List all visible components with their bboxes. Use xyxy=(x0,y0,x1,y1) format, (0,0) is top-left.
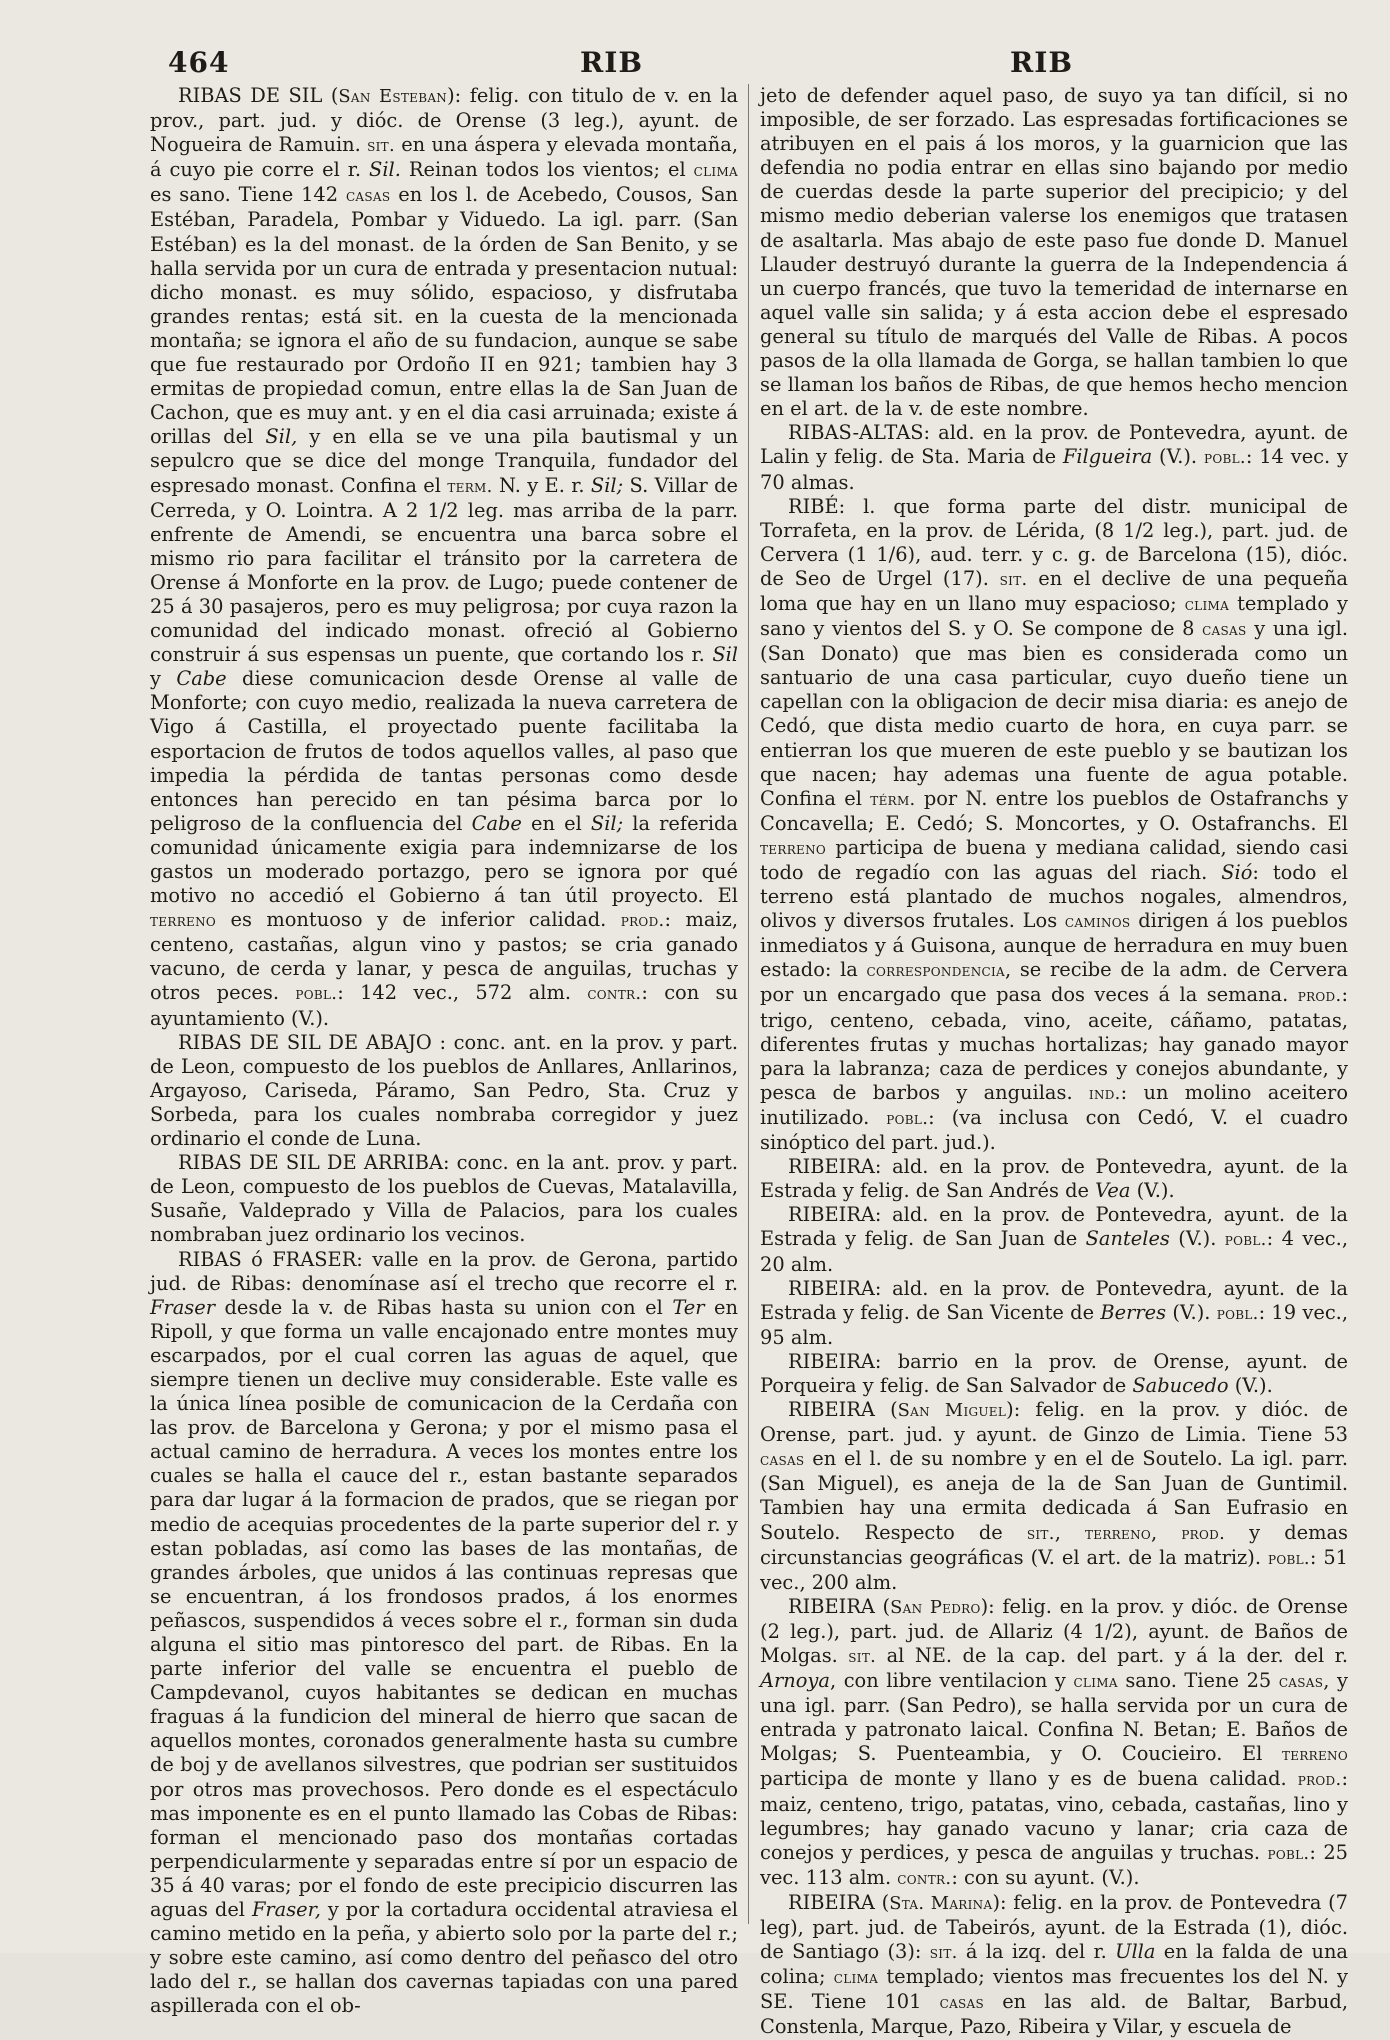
entry-text: jeto de defender aquel paso, de suyo ya tan difícil, si no imposible, de ser forzado. Las espresadas fortificaciones se atribuyen en el pais á los moros, y la guarnicion que las defendia no podia entrar en ellas sino bajando por medio de cuerdas desde la parte superior del precipicio; y del mismo medio deberian valerse los enemigos que tratasen de asaltarla. Mas abajo de este paso fue donde D. Manuel Llauder destruyó durante la guerra de la Independencia á un cuerpo francés, que tuvo la temeridad de internarse en aquel valle sin salida; y á esta accion debe el espresado general su título de marqués del Valle de Ribas. A pocos pasos de la olla llamada de Gorga, se hallan tambien lo que se llaman los baños de Ribas, de que hemos hecho mencion en el art. de la v. de este nombre. xyxy=(760,84,1348,421)
entry-small-caps: contr. xyxy=(897,1867,952,1889)
entry-small-caps: ind. xyxy=(1088,1082,1121,1104)
entry-text: en el l. de su nombre y en el de Soutelo. La igl. parr. (San Miguel), es aneja de la de San Juan de Guntimil. Tambien hay una ermita dedicada á San Eufrasio en Soutelo. Respecto de xyxy=(760,1447,1348,1544)
dictionary-entry xyxy=(760,421,1348,494)
dictionary-entry xyxy=(760,1350,1348,1398)
dictionary-entry xyxy=(150,1151,738,1247)
entry-text: ): felig. en la prov. de Pontevedra (7 leg), part. jud. de Tabeirós, ayunt. de la Estrada (1), dióc. de Santiago (3): xyxy=(760,1890,1348,1964)
entry-text: ): felig. en la prov. y dióc. de Orense (2 leg.), part. jud. de Allariz (4 1/2), ayunt. de Baños de Molgas. xyxy=(760,1594,1348,1667)
entry-small-caps: clima xyxy=(1073,1671,1118,1693)
entry-text: , con libre ventilacion y xyxy=(829,1669,1074,1693)
entry-italic: Sió xyxy=(1221,861,1253,884)
entry-small-caps: pobl. xyxy=(1267,1547,1310,1569)
entry-italic: Sabucedo xyxy=(1132,1373,1229,1397)
entry-italic: Ulla xyxy=(1115,1940,1156,1964)
entry-text: RIBEIRA ( xyxy=(788,1398,898,1422)
entry-small-caps: prod. xyxy=(620,910,665,932)
entry-small-caps: casas xyxy=(760,1449,805,1471)
entry-text: RIBEIRA: ald. en la prov. de Pontevedra, ayunt. de la Estrada y felig. de San Vicente de xyxy=(760,1276,1348,1324)
entry-text: (V.). xyxy=(1152,445,1204,469)
entry-text: diese comunicacion desde Orense al valle de Monforte; con cuyo medio, realizada la nueva carretera de Vigo á Castilla, el proyectado puente facilitaba la esportacion de frutos de todos aquellos valles, al paso que impedia la pérdida de tantas personas como desde entonces han perecido en tan pésima barca por lo peligroso de la confluencia del xyxy=(150,667,739,835)
entry-text: en una áspera y elevada montaña, á cuyo pie corre el r. xyxy=(150,133,738,182)
page-number: 464 xyxy=(168,46,230,79)
entry-italic: Sil xyxy=(712,643,738,667)
entry-text: RIBAS-ALTAS: ald. en la prov. de Pontevedra, ayunt. de Lalin y felig. de Sta. Maria de xyxy=(760,421,1348,469)
running-title-left: RIB xyxy=(580,46,644,79)
entry-small-caps: pobl. xyxy=(1224,1229,1267,1251)
entry-small-caps: terreno xyxy=(1281,1744,1348,1766)
entry-text: en Ripoll, y que forma un valle encajonado entre montes muy escarpados, por el cual corren las aguas de aquel, que siempre tienen un declive muy considerable. Este valle es la única línea posible de comunicacion de la Cerdaña con las prov. de Barcelona y Gerona; y por el mismo pasa el actual camino de herradura. A veces los montes entre los cuales se halla el cauce del r., estan bastante separados para dar lugar á la formacion de prados, que se riegan por medio de acequias procedentes de la parte superior del r. y estan pobladas, así como las bases de las montañas, de grandes árboles, que unidos á las continuas represas que se encuentran, á los frondosos prados, á los enormes peñascos, suspendidos á veces sobre el r., forman sin duda alguna el sitio mas pintoresco del part. de Ribas. En la parte inferior del valle se encuentra el pueblo de Campdevanol, cuyos habitantes se dedican en muchas fraguas á la fundicion del mineral de hierro que sacan de aquellos montes, coronados generalmente hasta su cumbre de boj y de avellanos silvestres, que podrian ser sustituidos por otros mas provechosos. Pero donde es el espectáculo mas imponente es en el punto llamado las Cobas de Ribas: forman el mencionado paso dos montañas cortadas perpendicularmente y separadas entre sí por un espacio de 35 á 40 varas; por el fondo de este precipicio discurren las aguas del xyxy=(150,1295,738,1922)
dictionary-entry xyxy=(760,1398,1348,1595)
page-header xyxy=(150,46,1340,86)
entry-text: : 14 vec. y 70 almas. xyxy=(760,445,1348,494)
entry-small-caps: pobl. xyxy=(1267,1842,1310,1864)
entry-text: , xyxy=(1054,1520,1085,1544)
entry-small-caps: clima xyxy=(693,160,738,182)
entry-text: : maiz, centeno, castañas, algun vino y pastos; se cria ganado vacuno, de cerda y lanar, y pesca de anguilas, truchas y otros peces. xyxy=(150,908,738,1005)
entry-text: RIBAS ó FRASER: valle en la prov. de Gerona, partido jud. de Ribas: denomínase así el trecho que recorre el r. xyxy=(150,1247,738,1295)
entry-text: Reinan todos los vientos; el xyxy=(400,158,694,182)
entry-text: y en ella se ve una pila bautismal y un sepulcro que se dice del monge Tranquila, fundador del espresado monast. Confina el xyxy=(150,425,738,497)
entry-text: , xyxy=(1151,1520,1182,1544)
entry-small-caps: terreno xyxy=(760,837,827,859)
entry-text: en el declive de una pequeña loma que hay en un llano muy espacioso; xyxy=(760,566,1348,615)
entry-text: en los l. de Acebedo, Cousos, San Estéban, Paradela, Pombar y Viduedo. La igl. parr. (San Estéban) es la del monast. de la órden de San Benito, y se halla servida por un cura de entrada y presentacion nutual: dicho monast. es muy sólido, espacioso, y disfrutaba grandes rentas; está sit. en la cuesta de la mencionada montaña; se ignora el año de su fundacion, aunque se sabe que fue restaurado por Ordoño II en 921; tambien hay 3 ermitas de propiedad comun, entre ellas la de San Juan de Cachon, que es muy ant. y en el dia casi arruinada; existe á orillas del xyxy=(150,183,738,449)
entry-text: (V.). xyxy=(1166,1300,1217,1324)
entry-small-caps: prod. xyxy=(1297,985,1342,1007)
dictionary-entry xyxy=(760,495,1348,1156)
running-title-right: RIB xyxy=(1010,46,1074,79)
entry-small-caps: casas xyxy=(1278,1671,1324,1693)
entry-text: al NE. de la cap. del part. y á la der. del r. xyxy=(876,1644,1348,1667)
entry-text: en la falda de una colina; xyxy=(760,1940,1348,1989)
entry-small-caps: caminos xyxy=(1064,911,1131,933)
entry-text: , se recibe de la adm. de Cervera por un encargado que pasa dos veces á la semana. xyxy=(760,958,1348,1007)
entry-text: : 25 vec. 113 alm. xyxy=(760,1840,1349,1889)
entry-italic: Berres xyxy=(1100,1300,1167,1324)
entry-small-caps: casas xyxy=(1202,619,1247,641)
entry-small-caps: clima xyxy=(833,1967,879,1989)
left-column xyxy=(150,84,739,2018)
dictionary-entry xyxy=(760,1891,1348,2040)
entry-text: RIBAS DE SIL DE ABAJO : conc. ant. en la prov. y part. de Leon, compuesto de los pueblos de Anllares, Anllarinos, Argayoso, Cariseda, Páramo, San Pedro, Sta. Cruz y Sorbeda, para los cuales nombraba corregidor y juez ordinario el conde de Luna. xyxy=(150,1030,738,1151)
entry-text: : con su ayuntamiento (V.). xyxy=(150,981,738,1030)
dictionary-entry xyxy=(760,1155,1348,1203)
entry-italic: Cabe xyxy=(176,667,227,691)
entry-small-caps: contr. xyxy=(587,983,642,1005)
entry-text: participa de monte y llano y es de buena calidad. xyxy=(760,1767,1298,1791)
entry-text: RIBEIRA: ald. en la prov. de Pontevedra, ayunt. de la Estrada y felig. de San Juan de xyxy=(760,1203,1348,1251)
entry-text: RIBEIRA ( xyxy=(788,1890,890,1914)
entry-text: RIBEIRA ( xyxy=(788,1594,891,1618)
entry-text: : (va inclusa con Cedó, V. el cuadro sinóptico del part. jud.). xyxy=(760,1105,1348,1155)
entry-italic: Ter xyxy=(672,1295,705,1319)
entry-text: y una igl. (San Donato) que mas bien es considerada como un santuario de una casa particular, cuyo dueño tiene un capellan con la obligacion de decir misa diaria: es anejo de Cedó, que dista medio cuarto de hora, en cuya parr. se entierran los que mueren de este pueblo y se bautizan los que nacen; hay ademas una fuente de agua potable. Confina el xyxy=(760,617,1348,810)
entry-text: RIBEIRA: ald. en la prov. de Pontevedra, ayunt. de la Estrada y felig. de San Andrés de xyxy=(760,1155,1348,1203)
entry-small-caps: correspondencia xyxy=(866,960,1005,982)
entry-text: : todo el terreno está plantado de muchos nogales, almendros, olivos y diversos frutales. Los xyxy=(760,861,1348,933)
entry-text: : 4 vec., 20 alm. xyxy=(760,1227,1348,1276)
entry-small-caps: prod. xyxy=(1181,1522,1226,1544)
entry-italic: Sil; xyxy=(590,811,624,835)
entry-text: : 19 vec., 95 alm. xyxy=(760,1300,1349,1349)
entry-text: , y una igl. parr. (San Pedro), se halla servida por un cura de entrada y patronato laical. Confina N. Betan; E. Baños de Molgas; S. Puenteambia, y O. Coucieiro. El xyxy=(760,1669,1348,1766)
column-divider xyxy=(748,84,749,1924)
entry-text: templado y sano y vientos del S. y O. Se compone de 8 xyxy=(760,591,1348,641)
entry-small-caps: pobl. xyxy=(295,983,338,1005)
entry-text: : 51 vec., 200 alm. xyxy=(760,1545,1348,1594)
entry-text: y xyxy=(150,667,177,691)
entry-text: en las ald. de Baltar, Barbud, Constenla, Marque, Pazo, Ribeira y Vilar, y escuela de xyxy=(760,1990,1348,2039)
entry-text: ): felig. en la prov. y dióc. de Orense, part. jud. y ayunt. de Ginzo de Limia. Tiene 53 xyxy=(760,1398,1348,1447)
entry-text: : un molino aceitero inutilizado. xyxy=(760,1080,1349,1129)
entry-text: N. y E. r. xyxy=(492,473,591,497)
entry-small-caps: terreno xyxy=(1084,1522,1152,1544)
entry-text: y demas circunstancias geográficas (V. el art. de la matriz). xyxy=(760,1520,1349,1569)
entry-small-caps: casas xyxy=(345,185,391,207)
entry-text: á la izq. del r. xyxy=(957,1940,1116,1964)
entry-small-caps: sit. xyxy=(367,135,395,157)
entry-italic: Arnoya xyxy=(760,1669,830,1693)
entry-text: RIBAS DE SIL ( xyxy=(178,84,339,107)
dictionary-entry xyxy=(760,84,1348,421)
entry-text: la referida comunidad únicamente exigia para indemnizarse de los gastos un moderado portazgo, pero se ignora por qué motivo no accedió el Gobierno á tan útil proyecto. El xyxy=(150,811,738,908)
entry-small-caps: San Esteban xyxy=(338,86,448,107)
entry-small-caps: clima xyxy=(1184,593,1230,615)
entry-text: sano. Tiene 25 xyxy=(1117,1669,1279,1693)
entry-italic: Sil; xyxy=(590,473,624,497)
dictionary-entry xyxy=(150,1248,738,2019)
right-column xyxy=(760,84,1349,2039)
entry-small-caps: pobl. xyxy=(1216,1302,1259,1324)
entry-text: (V.). xyxy=(1130,1179,1175,1203)
entry-text: RIBÉ: l. que forma parte del distr. municipal de Torrafeta, en la prov. de Lérida, (8 1/2 leg.), part. jud. de Cervera (1 1/6), aud. terr. y c. g. de Barcelona (15), dióc. de Seo de Urgel (17). xyxy=(760,494,1348,590)
entry-italic: Cabe xyxy=(471,811,522,835)
entry-small-caps: San Pedro xyxy=(890,1596,981,1618)
entry-italic: Fraser xyxy=(150,1295,215,1319)
dictionary-entry xyxy=(760,1277,1348,1350)
dictionary-entry xyxy=(150,1031,738,1151)
entry-small-caps: térm. xyxy=(870,788,916,810)
entry-text: dirigen á los pueblos inmediatos y á Guisona, aunque de herradura en muy buen estado: la xyxy=(760,909,1348,982)
entry-text: es montuoso y de inferior calidad. xyxy=(216,908,621,932)
entry-small-caps: pobl. xyxy=(886,1107,929,1129)
entry-small-caps: casas xyxy=(939,1992,985,2014)
entry-text: : 142 vec., 572 alm. xyxy=(337,981,588,1005)
entry-text: (V.). xyxy=(1228,1373,1273,1397)
dictionary-entry xyxy=(760,1595,1348,1891)
entry-text: (V.). xyxy=(1169,1227,1225,1251)
entry-italic: Sil. xyxy=(369,158,401,182)
entry-text: : trigo, centeno, cebada, vino, aceite, cáñamo, patatas, diferentes frutas y muchas hortalizas; hay ganado mayor para la labranza; caza de perdices y conejos abundante, y pesca de barbos y anguilas. xyxy=(760,983,1348,1104)
entry-text: : con su ayunt. (V.). xyxy=(951,1865,1140,1889)
dictionary-entry xyxy=(760,1203,1348,1276)
entry-small-caps: prod. xyxy=(1297,1769,1342,1791)
entry-text: es sano. Tiene 142 xyxy=(150,183,346,207)
entry-text: : maiz, centeno, trigo, patatas, vino, cebada, castañas, lino y legumbres; hay ganado vacuno y lanar; cria caza de conejos y perdices, y pesca de anguilas y truchas. xyxy=(760,1767,1348,1864)
entry-italic: Filgueira xyxy=(1062,445,1153,469)
entry-small-caps: sit. xyxy=(1026,1522,1055,1544)
entry-text: S. Villar de Cerreda, y O. Lointra. A 2 1/2 leg. mas arriba de la parr. enfrente de Amendi, se encuentra una barca sobre el mismo rio para facilitar el tránsito por la carretera de Orense á Monforte en la prov. de Lugo; puede contener de 25 á 30 pasajeros, pero es muy peligrosa; por cuya razon la comunidad del indicado monast. ofreció al Gobierno construir á sus espensas un puente, que cortando los r. xyxy=(150,473,739,667)
entry-italic: Vea xyxy=(1095,1179,1131,1203)
entry-text: ): felig. con titulo de v. en la prov., part. jud. y dióc. de Orense (3 leg.), ayunt. de Nogueira de Ramuin. xyxy=(150,84,739,157)
entry-italic: Santeles xyxy=(1085,1227,1170,1251)
entry-small-caps: sit. xyxy=(929,1942,958,1964)
entry-small-caps: term. xyxy=(447,475,493,497)
entry-text: participa de buena y mediana calidad, siendo casi todo de regadío con las aguas del riach. xyxy=(760,835,1348,884)
entry-text: en el xyxy=(521,811,591,835)
entry-small-caps: pobl. xyxy=(1203,447,1246,469)
entry-text: templado; vientos mas frecuentes los del N. y SE. Tiene 101 xyxy=(760,1965,1348,2014)
entry-small-caps: sit. xyxy=(848,1646,877,1667)
entry-italic: Sil, xyxy=(265,425,298,449)
entry-text: desde la v. de Ribas hasta su union con el xyxy=(214,1295,673,1319)
entry-small-caps: terreno xyxy=(150,910,217,932)
entry-small-caps: sit. xyxy=(999,568,1028,590)
entry-text: y por la cortadura occidental atraviesa el camino metido en la peña, y abierto solo por la parte del r.; y sobre este camino, así como dentro del peñasco del otro lado del r., se hallan dos cavernas tapiadas con una pared aspillerada con el ob- xyxy=(150,1898,738,2018)
entry-small-caps: San Miguel xyxy=(897,1400,1007,1422)
entry-text: RIBEIRA: barrio en la prov. de Orense, ayunt. de Porqueira y felig. de San Salvador de xyxy=(760,1349,1348,1397)
entry-italic: Fraser, xyxy=(251,1898,321,1922)
dictionary-entry xyxy=(150,84,738,1031)
entry-text: por N. entre los pueblos de Ostafranchs y Concavella; E. Cedó; S. Moncortes, y O. Ostafranchs. El xyxy=(760,786,1348,835)
entry-text: RIBAS DE SIL DE ARRIBA: conc. en la ant. prov. y part. de Leon, compuesto de los pueblos de Cuevas, Matalavilla, Susañe, Valdeprado y Villa de Palacios, para los cuales nombraban juez ordinario los vecinos. xyxy=(150,1151,738,1247)
entry-small-caps: Sta. Marina xyxy=(889,1892,993,1914)
